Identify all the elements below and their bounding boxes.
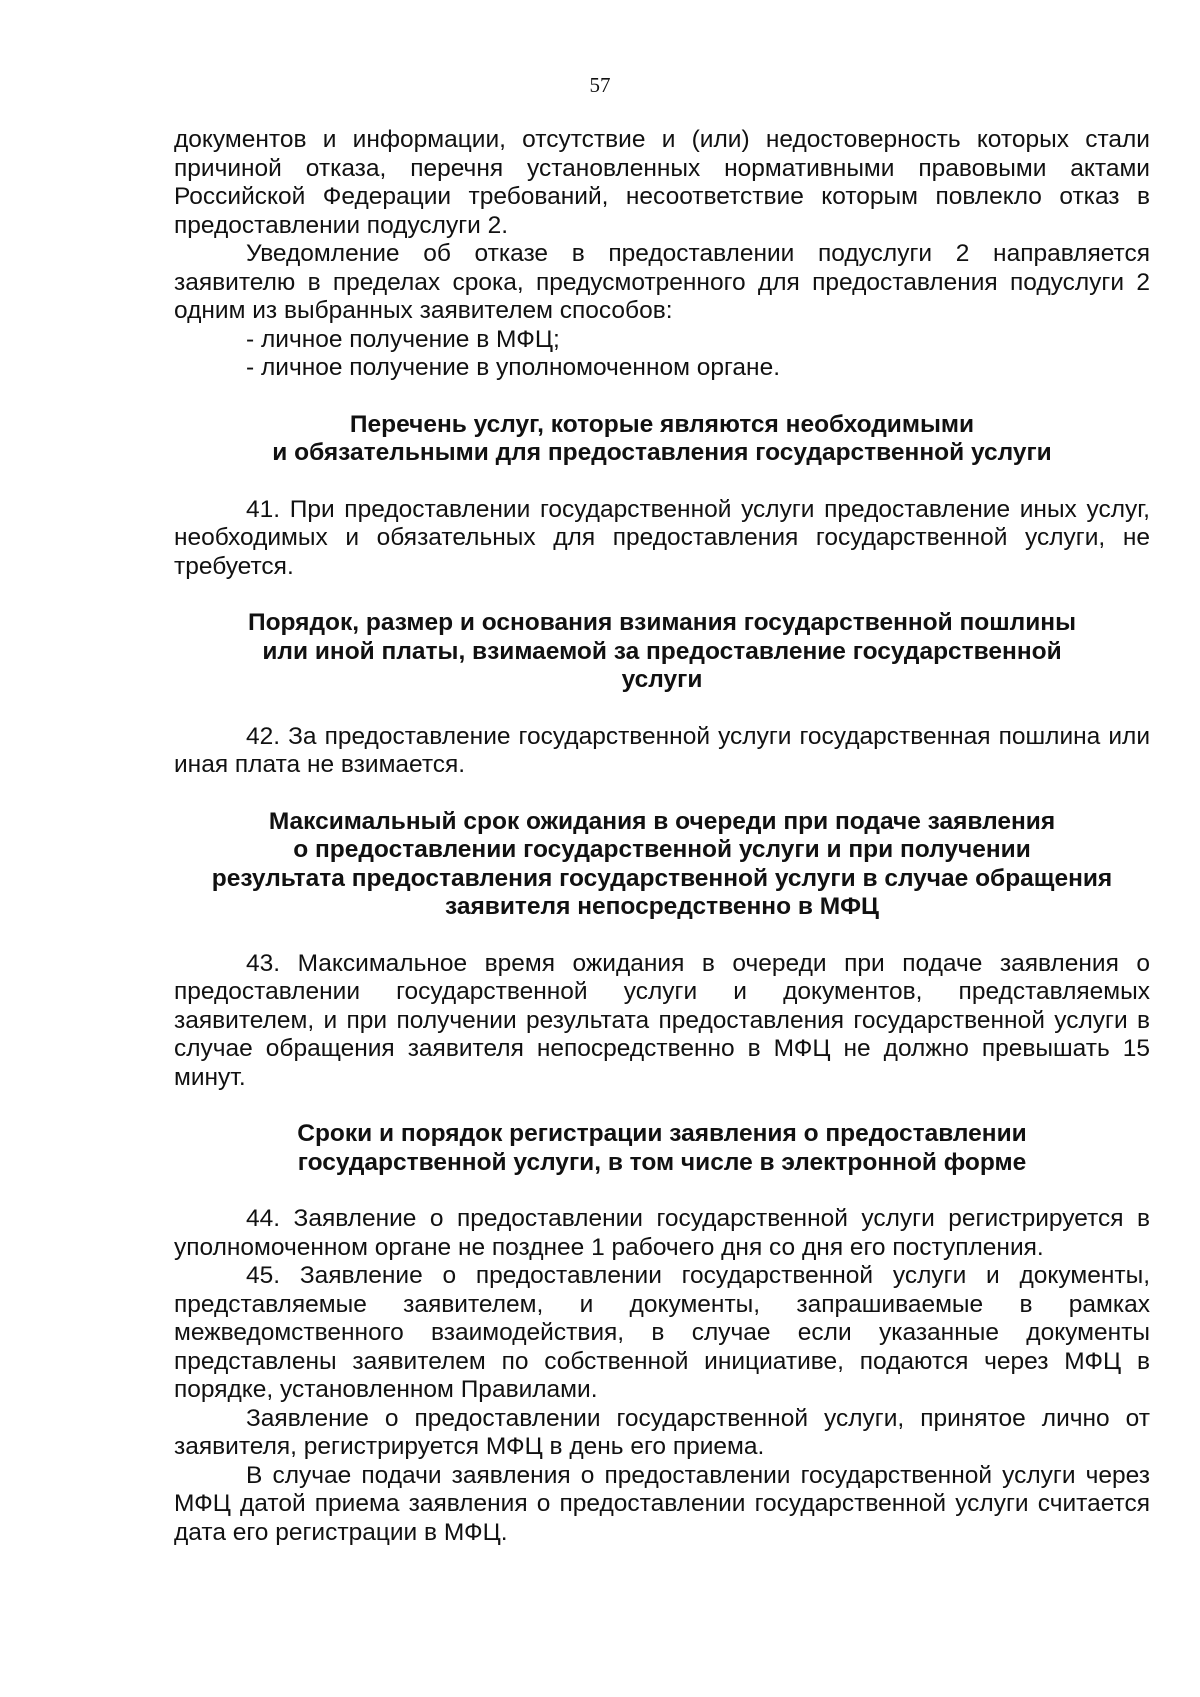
heading-line: или иной платы, взимаемой за предоставление государственной <box>262 637 1062 665</box>
list-item: - личное получение в уполномоченном органе. <box>246 354 781 381</box>
paragraph: Уведомление об отказе в предоставлении подуслуги 2 направляется заявителю в пределах срока, предусмотренного для предоставления подуслуги 2 одним из выбранных заявителем способов: <box>174 240 1150 324</box>
document-body <box>174 126 1150 1547</box>
paragraph: 45. Заявление о предоставлении государственной услуги и документы, представляемые заявителем, и документы, запрашиваемые в рамках межведомственного взаимодействия, в случае если указанные документы представлены заявителем по собственной инициативе, подаются через МФЦ в порядке, установленном Правилами. <box>174 1262 1150 1403</box>
heading-line: о предоставлении государственной услуги и при получении <box>293 836 1031 863</box>
paragraph: Заявление о предоставлении государственной услуги, принятое лично от заявителя, регистрируется МФЦ в день его приема. <box>174 1404 1150 1460</box>
heading-line: Максимальный срок ожидания в очереди при подаче заявления <box>268 807 1056 835</box>
heading-line: и обязательными для предоставления государственной услуги <box>272 439 1052 466</box>
heading-line: Порядок, размер и основания взимания государственной пошлины <box>247 609 1077 636</box>
heading-line: Перечень услуг, которые являются необходимыми <box>349 410 975 438</box>
section-heading <box>174 411 1150 468</box>
heading-line: услуги <box>621 666 703 693</box>
paragraph: 42. За предоставление государственной услуги государственная пошлина или иная плата не взимается. <box>174 722 1150 778</box>
page-number: 57 <box>589 73 611 97</box>
section-heading <box>174 1120 1150 1177</box>
paragraph: 41. При предоставлении государственной услуги предоставление иных услуг, необходимых и обязательных для предоставления государственной услуги, не требуется. <box>174 495 1150 580</box>
paragraph: В случае подачи заявления о предоставлении государственной услуги через МФЦ датой приема заявления о предоставлении государственной услуги считается дата его регистрации в МФЦ. <box>174 1461 1150 1546</box>
heading-line: государственной услуги, в том числе в электронной форме <box>297 1148 1027 1176</box>
list-item: - личное получение в МФЦ; <box>246 325 560 353</box>
paragraph: 44. Заявление о предоставлении государственной услуги регистрируется в уполномоченном органе не позднее 1 рабочего дня со дня его поступления. <box>174 1205 1150 1261</box>
heading-line: Сроки и порядок регистрации заявления о предоставлении <box>297 1120 1027 1147</box>
section-heading <box>174 609 1150 695</box>
paragraph: документов и информации, отсутствие и (или) недостоверность которых стали причиной отказа, перечня установленных нормативными правовыми актами Российской Федерации требований, несоответствие которым повлекло отказ в предоставлении подуслуги 2. <box>174 126 1150 239</box>
heading-line: результата предоставления государственной услуги в случае обращения <box>211 864 1113 892</box>
section-heading <box>174 808 1150 922</box>
paragraph: 43. Максимальное время ожидания в очереди при подаче заявления о предоставлении государственной услуги и документов, представляемых заявителем, и при получении результата предоставления государственной услуги в случае обращения заявителя непосредственно в МФЦ не должно превышать 15 минут. <box>174 949 1150 1091</box>
heading-line: заявителя непосредственно в МФЦ <box>445 893 879 920</box>
